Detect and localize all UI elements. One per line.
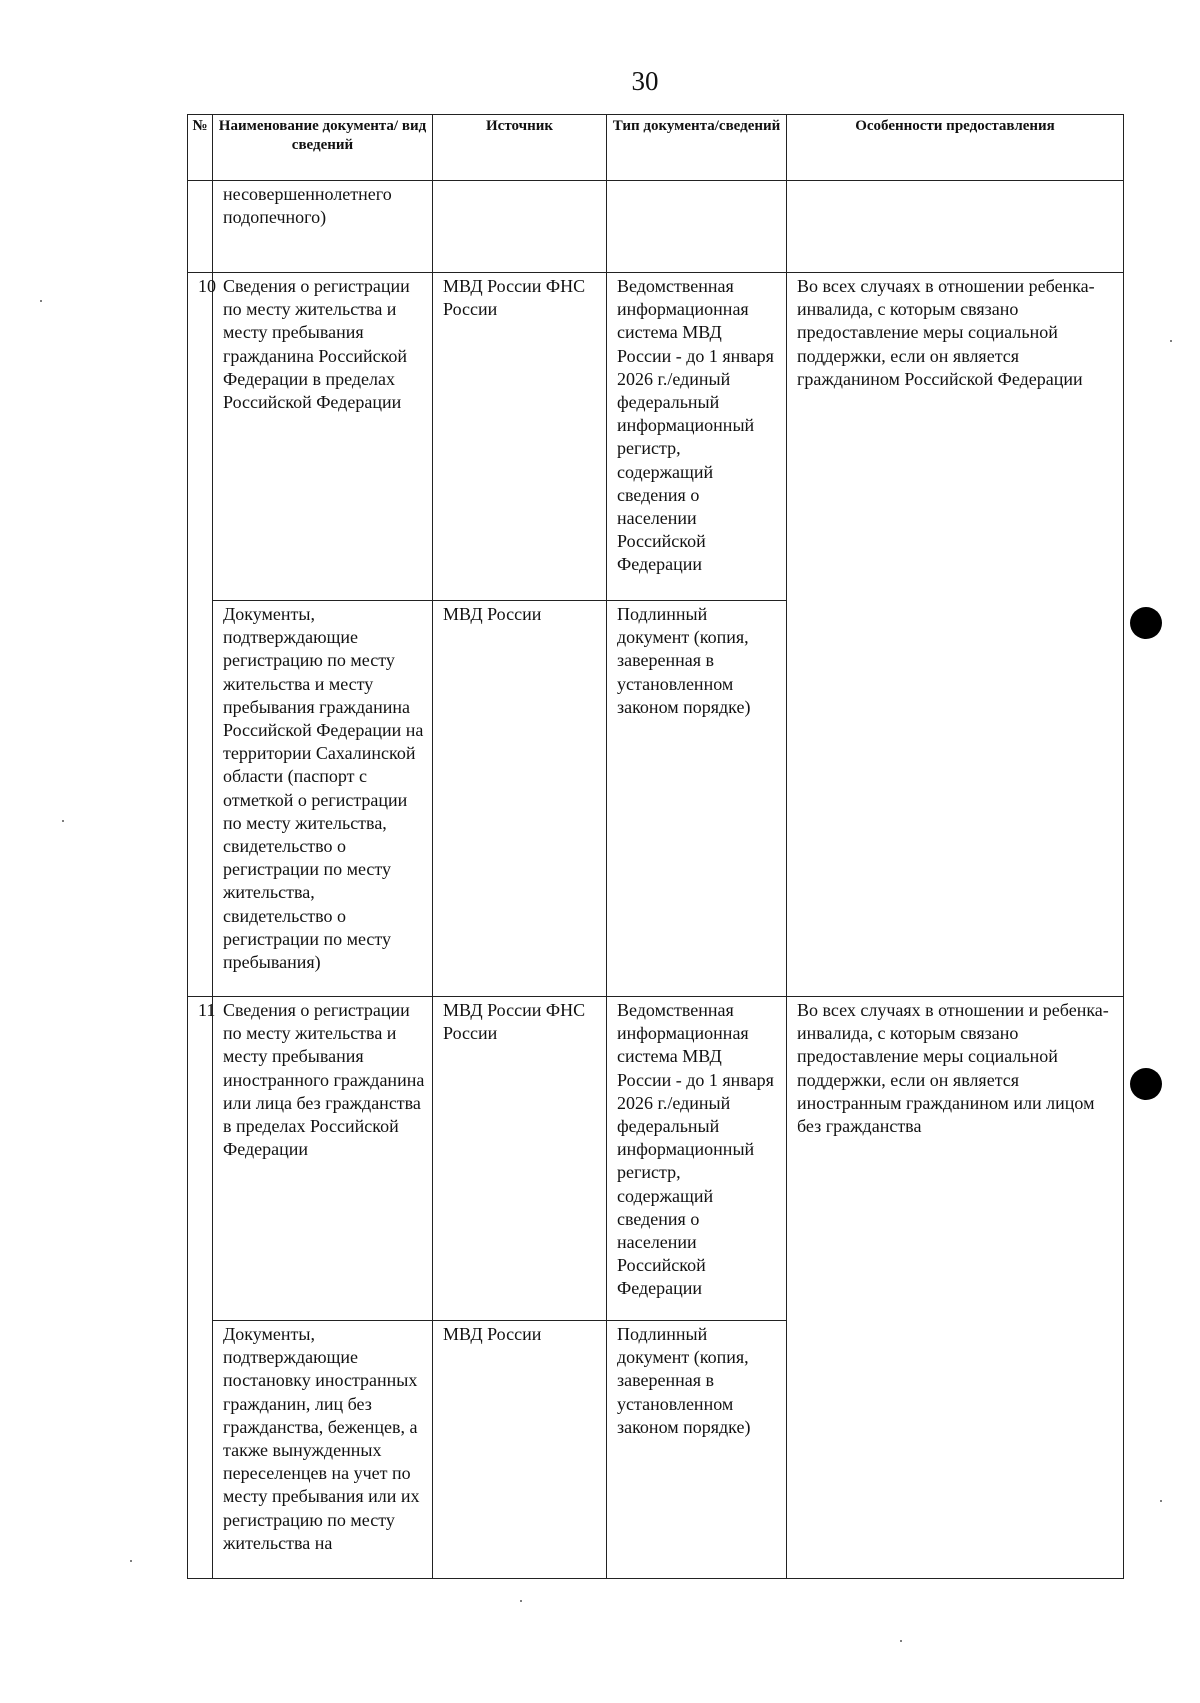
row10-features: Во всех случаях в отношении ребенка-инвалида, с которым связано предоставление меры социальной поддержки, если он является гражданином Российской Федерации (787, 273, 1124, 997)
cont-features-cell (787, 181, 1124, 273)
row10b-name: Документы, подтверждающие регистрацию по месту жительства и месту пребывания гражданина Российской Федерации на территории Сахалинской области (паспорт с отметкой о регистрации по месту жительства, свидетельство о регистрации по месту жительства, свидетельство о регистрации по месту пребывания) (213, 601, 433, 997)
row11-features: Во всех случаях в отношении и ребенка-инвалида, с которым связано предоставление меры социальной поддержки, если он является иностранным гражданином или лицом без гражданства (787, 997, 1124, 1579)
documents-table (187, 114, 1124, 1579)
table-row (188, 181, 1124, 273)
row11a-name: Сведения о регистрации по месту жительства и месту пребывания иностранного гражданина или лица без гражданства в пределах Российской Федерации (213, 997, 433, 1321)
header-features: Особенности предоставления (787, 115, 1124, 181)
row11b-name: Документы, подтверждающие постановку иностранных гражданин, лиц без гражданства, беженцев, а также вынужденных переселенцев на учет по месту пребывания или их регистрацию по месту жительства на (213, 1321, 433, 1579)
row11b-source: МВД России (433, 1321, 607, 1579)
row11a-type: Ведомственная информационная система МВД России - до 1 января 2026 г./единый федеральный информационный регистр, содержащий сведения о населении Российской Федерации (607, 997, 787, 1321)
row10-num: 10 (188, 273, 213, 997)
row11b-type: Подлинный документ (копия, заверенная в установленном законом порядке) (607, 1321, 787, 1579)
header-name: Наименование документа/ вид сведений (213, 115, 433, 181)
row10b-type: Подлинный документ (копия, заверенная в установленном законом порядке) (607, 601, 787, 997)
scan-hole-mark (1130, 607, 1162, 639)
header-source: Источник (433, 115, 607, 181)
cont-source-cell (433, 181, 607, 273)
table-header-row (188, 115, 1124, 181)
page-number: 30 (631, 66, 659, 96)
header-type: Тип документа/сведений (607, 115, 787, 181)
row11-num: 11 (188, 997, 213, 1579)
table-row (188, 273, 1124, 601)
header-num: № (188, 115, 213, 181)
cont-num-cell (188, 181, 213, 273)
row10a-name: Сведения о регистрации по месту жительства и месту пребывания гражданина Российской Федерации в пределах Российской Федерации (213, 273, 433, 601)
row11a-source: МВД России ФНС России (433, 997, 607, 1321)
row10b-source: МВД России (433, 601, 607, 997)
row10a-type: Ведомственная информационная система МВД России - до 1 января 2026 г./единый федеральный информационный регистр, содержащий сведения о населении Российской Федерации (607, 273, 787, 601)
cont-type-cell (607, 181, 787, 273)
scan-hole-mark (1130, 1068, 1162, 1100)
cont-name-cell: несовершеннолетнего подопечного) (213, 181, 433, 273)
row10a-source: МВД России ФНС России (433, 273, 607, 601)
table-row (188, 997, 1124, 1321)
